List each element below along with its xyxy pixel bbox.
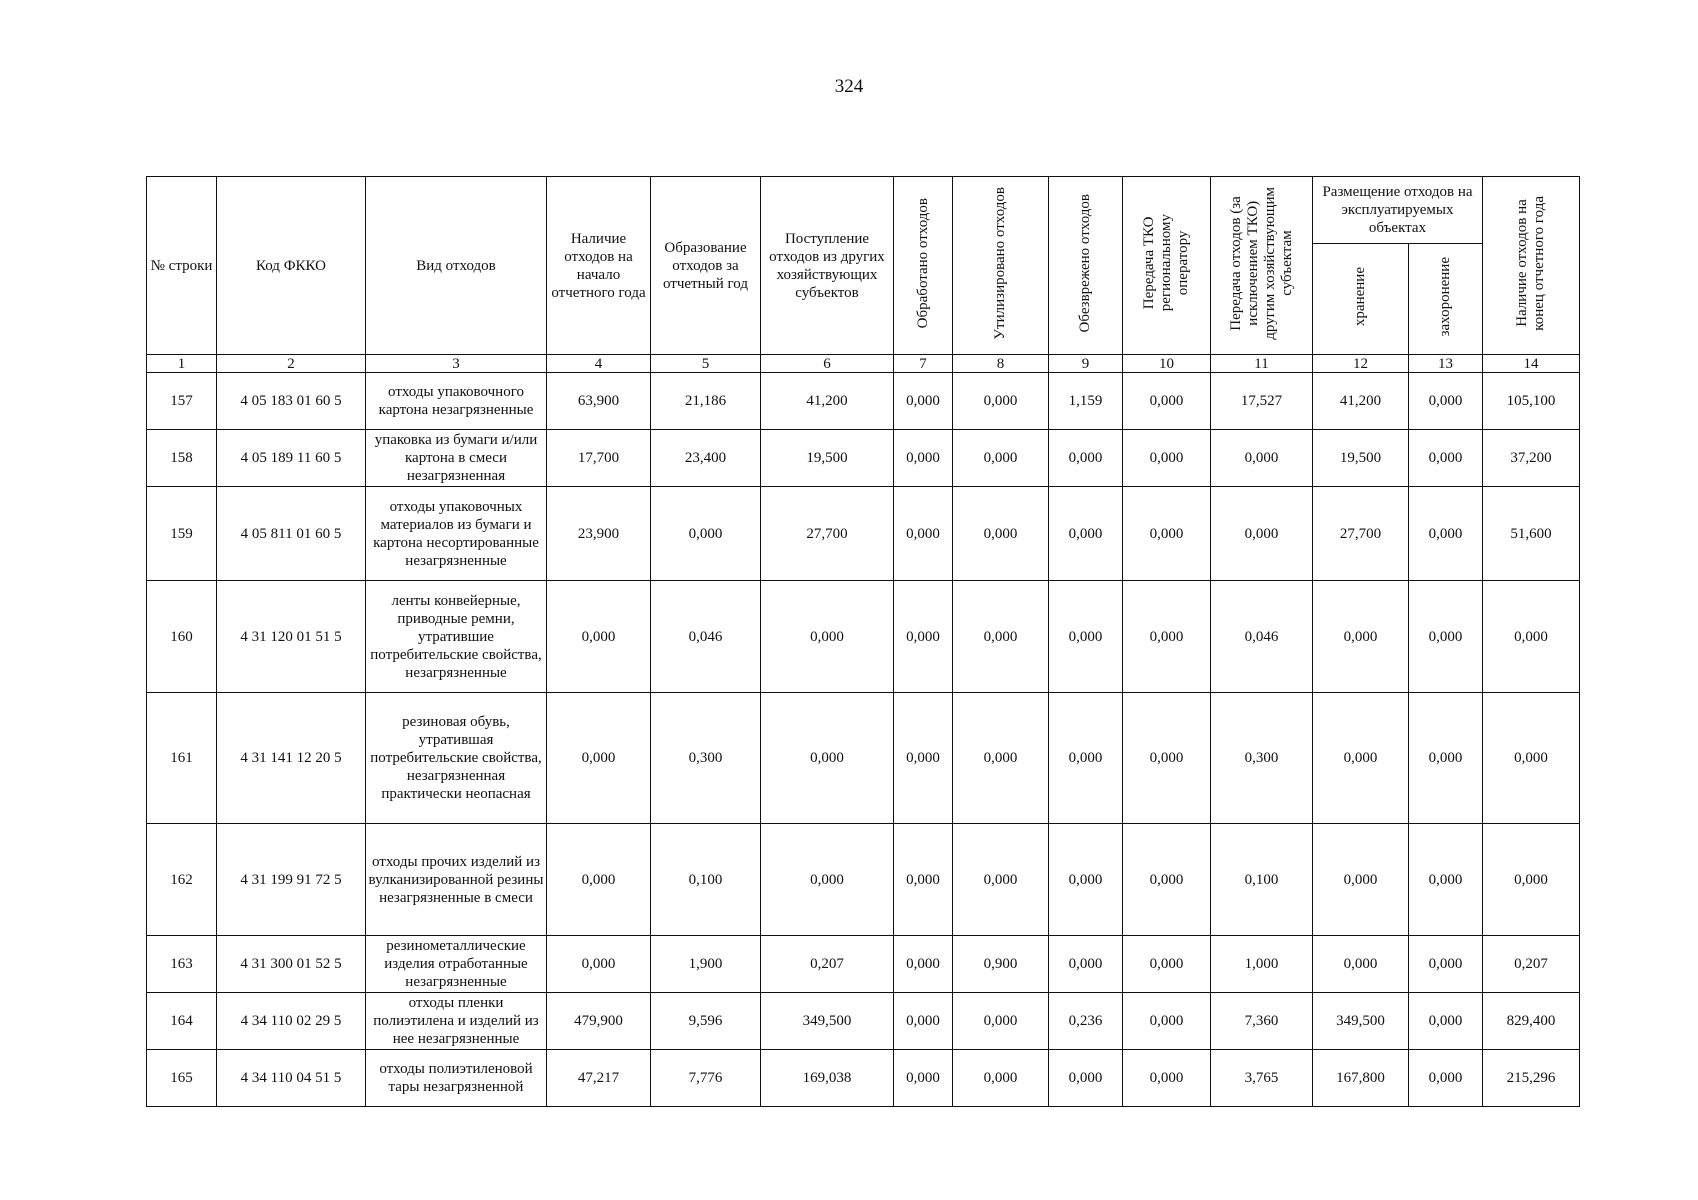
value-cell: 23,900	[547, 487, 651, 581]
header-processed	[894, 177, 953, 355]
value-cell: 7,776	[651, 1050, 761, 1107]
value-cell: 0,000	[547, 581, 651, 693]
table-row	[147, 993, 1580, 1050]
table-row	[147, 1050, 1580, 1107]
value-cell: 0,000	[1409, 824, 1483, 936]
value-cell: 0,000	[1123, 581, 1211, 693]
value-cell: 0,000	[1049, 430, 1123, 487]
value-cell: 0,000	[1123, 373, 1211, 430]
value-cell: 0,000	[1483, 824, 1580, 936]
value-cell: 0,000	[1409, 430, 1483, 487]
value-cell: 17,527	[1211, 373, 1313, 430]
fkko-code-cell: 4 05 189 11 60 5	[217, 430, 366, 487]
column-number: 3	[366, 355, 547, 373]
value-cell: 0,000	[953, 693, 1049, 824]
fkko-code-cell: 4 05 183 01 60 5	[217, 373, 366, 430]
value-cell: 0,000	[1123, 487, 1211, 581]
fkko-code-cell: 4 34 110 02 29 5	[217, 993, 366, 1050]
value-cell: 0,000	[761, 824, 894, 936]
value-cell: 0,000	[953, 373, 1049, 430]
header-generated: Образование отходов за отчетный год	[651, 177, 761, 355]
value-cell: 215,296	[1483, 1050, 1580, 1107]
value-cell: 7,360	[1211, 993, 1313, 1050]
value-cell: 349,500	[761, 993, 894, 1050]
value-cell: 41,200	[761, 373, 894, 430]
value-cell: 0,000	[1409, 581, 1483, 693]
value-cell: 0,000	[1123, 993, 1211, 1050]
value-cell: 0,000	[1409, 487, 1483, 581]
row-number-cell: 159	[147, 487, 217, 581]
value-cell: 19,500	[761, 430, 894, 487]
page-number: 324	[834, 76, 864, 97]
value-cell: 0,000	[1313, 936, 1409, 993]
value-cell: 3,765	[1211, 1050, 1313, 1107]
header-kind: Вид отходов	[366, 177, 547, 355]
header-transfer-other	[1211, 177, 1313, 355]
value-cell: 829,400	[1483, 993, 1580, 1050]
value-cell: 0,000	[1123, 430, 1211, 487]
value-cell: 0,000	[1409, 936, 1483, 993]
value-cell: 0,000	[547, 693, 651, 824]
value-cell: 0,000	[894, 936, 953, 993]
value-cell: 0,000	[1049, 487, 1123, 581]
fkko-code-cell: 4 31 300 01 52 5	[217, 936, 366, 993]
value-cell: 0,300	[651, 693, 761, 824]
value-cell: 63,900	[547, 373, 651, 430]
value-cell: 169,038	[761, 1050, 894, 1107]
fkko-code-cell: 4 05 811 01 60 5	[217, 487, 366, 581]
value-cell: 51,600	[1483, 487, 1580, 581]
value-cell: 0,000	[1211, 430, 1313, 487]
table-row	[147, 824, 1580, 936]
header-start: Наличие отходов на начало отчетного года	[547, 177, 651, 355]
waste-table	[146, 176, 1580, 1107]
column-number: 9	[1049, 355, 1123, 373]
value-cell: 0,100	[651, 824, 761, 936]
column-number: 2	[217, 355, 366, 373]
header-burial-text: захоронение	[1437, 256, 1453, 337]
waste-kind-cell: упаковка из бумаги и/или картона в смеси незагрязненная	[366, 430, 547, 487]
value-cell: 0,000	[1409, 373, 1483, 430]
value-cell: 0,000	[953, 581, 1049, 693]
waste-kind-cell: резиновая обувь, утратившая потребительские свойства, незагрязненная практически неопасная	[366, 693, 547, 824]
value-cell: 0,000	[1313, 693, 1409, 824]
value-cell: 349,500	[1313, 993, 1409, 1050]
value-cell: 0,000	[1483, 581, 1580, 693]
value-cell: 17,700	[547, 430, 651, 487]
value-cell: 1,900	[651, 936, 761, 993]
value-cell: 0,000	[761, 693, 894, 824]
header-end	[1483, 177, 1580, 355]
header-end-text: Наличие отходов на конец отчетного года	[1514, 195, 1547, 331]
value-cell: 0,000	[894, 581, 953, 693]
value-cell: 41,200	[1313, 373, 1409, 430]
table-row	[147, 581, 1580, 693]
value-cell: 37,200	[1483, 430, 1580, 487]
value-cell: 0,000	[1049, 581, 1123, 693]
value-cell: 0,000	[1049, 693, 1123, 824]
row-number-cell: 158	[147, 430, 217, 487]
value-cell: 23,400	[651, 430, 761, 487]
value-cell: 0,000	[894, 993, 953, 1050]
value-cell: 0,000	[894, 1050, 953, 1107]
table-row	[147, 693, 1580, 824]
row-number-cell: 164	[147, 993, 217, 1050]
value-cell: 0,100	[1211, 824, 1313, 936]
header-fkko: Код ФККО	[217, 177, 366, 355]
header-burial	[1409, 244, 1483, 355]
waste-kind-cell: резинометаллические изделия отработанные незагрязненные	[366, 936, 547, 993]
value-cell: 0,000	[953, 487, 1049, 581]
value-cell: 0,000	[894, 824, 953, 936]
value-cell: 0,000	[547, 936, 651, 993]
value-cell: 19,500	[1313, 430, 1409, 487]
header-transfer-other-text: Передача отходов (за исключением ТКО) другим хозяйствующим субъектам	[1227, 186, 1295, 340]
waste-kind-cell: отходы полиэтиленовой тары незагрязненной	[366, 1050, 547, 1107]
value-cell: 0,000	[1123, 936, 1211, 993]
row-number-cell: 165	[147, 1050, 217, 1107]
value-cell: 0,046	[651, 581, 761, 693]
table-row	[147, 430, 1580, 487]
column-number: 7	[894, 355, 953, 373]
value-cell: 0,000	[953, 1050, 1049, 1107]
value-cell: 21,186	[651, 373, 761, 430]
value-cell: 0,000	[1049, 824, 1123, 936]
column-number: 11	[1211, 355, 1313, 373]
waste-kind-cell: отходы упаковочного картона незагрязненные	[366, 373, 547, 430]
value-cell: 0,000	[894, 373, 953, 430]
value-cell: 0,000	[1049, 1050, 1123, 1107]
header-storage	[1313, 244, 1409, 355]
column-number: 12	[1313, 355, 1409, 373]
header-neutralized	[1049, 177, 1123, 355]
value-cell: 0,000	[1313, 824, 1409, 936]
value-cell: 0,000	[894, 487, 953, 581]
value-cell: 0,000	[1409, 693, 1483, 824]
column-number: 5	[651, 355, 761, 373]
table-row	[147, 487, 1580, 581]
header-row	[147, 177, 1580, 244]
header-processed-text: Обработано отходов	[914, 197, 931, 329]
header-regional-text: Передача ТКО региональному оператору	[1141, 214, 1191, 312]
value-cell: 9,596	[651, 993, 761, 1050]
column-number: 6	[761, 355, 894, 373]
row-number-cell: 161	[147, 693, 217, 824]
value-cell: 0,000	[1409, 993, 1483, 1050]
fkko-code-cell: 4 34 110 04 51 5	[217, 1050, 366, 1107]
value-cell: 27,700	[1313, 487, 1409, 581]
value-cell: 0,000	[1483, 693, 1580, 824]
value-cell: 0,207	[1483, 936, 1580, 993]
waste-kind-cell: ленты конвейерные, приводные ремни, утратившие потребительские свойства, незагрязненные	[366, 581, 547, 693]
fkko-code-cell: 4 31 199 91 72 5	[217, 824, 366, 936]
column-number: 1	[147, 355, 217, 373]
header-utilized	[953, 177, 1049, 355]
value-cell: 0,000	[1313, 581, 1409, 693]
value-cell: 1,159	[1049, 373, 1123, 430]
value-cell: 0,300	[1211, 693, 1313, 824]
value-cell: 0,000	[1123, 1050, 1211, 1107]
value-cell: 0,000	[1123, 824, 1211, 936]
value-cell: 0,000	[547, 824, 651, 936]
header-neutralized-text: Обезврежено отходов	[1077, 193, 1093, 333]
value-cell: 0,046	[1211, 581, 1313, 693]
header-placement: Размещение отходов на эксплуатируемых объектах	[1313, 177, 1483, 244]
column-number: 13	[1409, 355, 1483, 373]
row-number-cell: 163	[147, 936, 217, 993]
waste-kind-cell: отходы пленки полиэтилена и изделий из нее незагрязненные	[366, 993, 547, 1050]
waste-kind-cell: отходы прочих изделий из вулканизированной резины незагрязненные в смеси	[366, 824, 547, 936]
row-number-cell: 162	[147, 824, 217, 936]
table-row	[147, 936, 1580, 993]
table-body	[147, 373, 1580, 1107]
fkko-code-cell: 4 31 120 01 51 5	[217, 581, 366, 693]
header-utilized-text: Утилизировано отходов	[992, 186, 1008, 340]
row-number-cell: 157	[147, 373, 217, 430]
header-storage-text: хранение	[1352, 266, 1368, 327]
header-received: Поступление отходов из других хозяйствующих субъектов	[761, 177, 894, 355]
row-number-cell: 160	[147, 581, 217, 693]
value-cell: 0,000	[761, 581, 894, 693]
value-cell: 0,207	[761, 936, 894, 993]
value-cell: 27,700	[761, 487, 894, 581]
column-number-row	[147, 355, 1580, 373]
value-cell: 0,000	[1211, 487, 1313, 581]
value-cell: 105,100	[1483, 373, 1580, 430]
value-cell: 47,217	[547, 1050, 651, 1107]
waste-kind-cell: отходы упаковочных материалов из бумаги и картона несортированные незагрязненные	[366, 487, 547, 581]
column-number: 8	[953, 355, 1049, 373]
value-cell: 0,000	[651, 487, 761, 581]
fkko-code-cell: 4 31 141 12 20 5	[217, 693, 366, 824]
value-cell: 1,000	[1211, 936, 1313, 993]
value-cell: 0,000	[894, 430, 953, 487]
value-cell: 479,900	[547, 993, 651, 1050]
value-cell: 0,900	[953, 936, 1049, 993]
value-cell: 0,236	[1049, 993, 1123, 1050]
column-number: 10	[1123, 355, 1211, 373]
value-cell: 167,800	[1313, 1050, 1409, 1107]
value-cell: 0,000	[953, 824, 1049, 936]
value-cell: 0,000	[953, 993, 1049, 1050]
value-cell: 0,000	[1123, 693, 1211, 824]
header-row-no: № строки	[147, 177, 217, 355]
column-number: 4	[547, 355, 651, 373]
value-cell: 0,000	[1409, 1050, 1483, 1107]
table-row	[147, 373, 1580, 430]
value-cell: 0,000	[953, 430, 1049, 487]
value-cell: 0,000	[1049, 936, 1123, 993]
value-cell: 0,000	[894, 693, 953, 824]
header-regional	[1123, 177, 1211, 355]
column-number: 14	[1483, 355, 1580, 373]
